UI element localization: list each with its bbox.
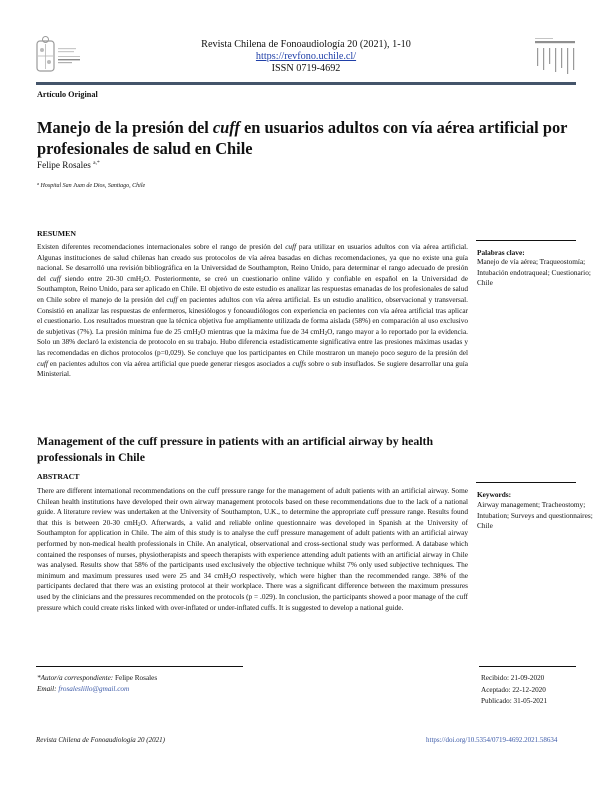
subscript: 2 (324, 331, 328, 337)
article-title (37, 117, 582, 159)
text-run: O respectively, which were higher than the recommended range. 38% of the participants declared that there was an existing protocol at their workplace. There was a significant difference between the maximum pressures used by the clinicians and the pressures recommended on the protocols (p = .029). In conclusion, the participants showed a poor manage of the cuff pressure which could create risks linked with over-inflated or under-inflated cuffs. It is suggested to develop a national guide. (37, 570, 468, 612)
article-type: Artículo Original (37, 90, 98, 99)
title-text: Manejo de la presión del (37, 118, 213, 137)
keywords-list: Airway management; Tracheostomy; Intubation; Surveys and questionnaires; Chile (477, 500, 593, 531)
received-date: Recibido: 21-09-2020 (481, 674, 545, 682)
author (37, 160, 100, 170)
journal-header (150, 39, 462, 75)
subscript: 2 (197, 331, 201, 337)
abstract-heading: ABSTRACT (37, 472, 80, 481)
text-run: O. Posteriormente, se creó un cuestionario online válido y confiable en español en la Universidad de Southampton, Reino Unido, para ser aplicado en Chile. El objetivo de este estudio es analizar las respuestas emanadas de los profesionales de salud en Chile sobre el manejo de la presión del (37, 273, 469, 304)
text-run: siendo entre 20-30 cmH (60, 273, 142, 283)
text-run: Existen diferentes recomendaciones internacionales sobre el rango de presión del (37, 242, 286, 251)
issn: ISSN 0719-4692 (271, 63, 341, 74)
journal-title-line: Revista Chilena de Fonoaudiología 20 (2021), 1-10 (201, 39, 411, 50)
english-title: Management of the cuff pressure in patients with an artificial airway by health professionals in Chile (37, 434, 434, 464)
corresponding-author-label: *Autor/a correspondiente: (37, 674, 114, 682)
text-run: O mientras que la máxima fue de 34 cmH (200, 326, 325, 336)
keywords-en-divider (476, 482, 576, 483)
italic-term: cuff (285, 242, 297, 251)
text-run: sobre o sub insuflados. Se sugiere desarrollar una guía Ministerial. (37, 358, 468, 379)
title-text-rest: en usuarios adultos con vía aérea artificial por profesionales de salud en Chile (37, 118, 568, 158)
resumen-body (37, 242, 468, 380)
title-italic-term: cuff (212, 118, 240, 137)
university-logo (36, 36, 94, 76)
subscript: 2 (141, 278, 144, 284)
keywords-heading: Keywords: (477, 490, 512, 499)
email-label: Email: (37, 685, 57, 693)
publication-dates (481, 673, 547, 708)
text-run: O, rango mayor a lo reportado por la evidencia. Solo un 38% declaró la existencia de protocolo en su trabajo. Hubo diferencia estadísticamente significativa entre las presiones máximas usadas y las recomendadas en dichos protocolos (p=0,029). Se concluye que los participantes en Chile mostraron un manejo poco seguro de la presión del (37, 326, 469, 357)
palabras-clave-list: Manejo de vía aérea; Traqueostomía; Intubación endotraqueal; Cuestionario; Chile (477, 257, 591, 288)
italic-term: cuff (49, 273, 61, 283)
published-date: Publicado: 31-05-2021 (481, 697, 548, 705)
subscript: 2 (137, 522, 141, 528)
abstract-body (37, 486, 468, 613)
italic-term: cuffs (292, 358, 307, 368)
italic-term: cuff (37, 358, 48, 368)
text-run: O. Afterwards, a valid and reliable online questionnaire was developed in Spanish at the University of Southampton for application in Chile. The aim of this study is to analyse the cuff pressure management of adult patients with an artificial airway performed by non-medical health professionals in Chile. An analytical, observational and cross-sectional study was performed. A database which contained the responses of nurses, physiotherapists and speech therapists with experience attending adult patients with an artificial airway in Chile was analysed. Results show that 58% of the participants used exclusively the objective technique whilst 7% only used subjective techniques. The minimum and maximum pressures used were 25 and 34 cmH (37, 517, 468, 580)
email-link[interactable]: frosaleslillo@gmail.com (58, 685, 130, 693)
author-name: Felipe Rosales (37, 160, 94, 170)
journal-logo-icon (533, 36, 579, 78)
header-divider (36, 82, 576, 85)
affiliation (37, 181, 145, 189)
footnote-divider-left (36, 666, 243, 667)
affiliation-mark: a (37, 181, 39, 186)
text-run: en pacientes adultos con vía aérea artificial. Es un estudio analítico, observacional y transversal. Consistió en analizar las respuestas de enfermeros, kinesiólogos y fonoaudiólogos con experiencia en pacientes con vía aérea artificial tras aplicar el cuestionario. Los resultados muestran que la técnica objetiva fue ampliamente utilizada de forma aislada (58%) en comparación al uso exclusivo de subjetivas (7%). La presión mínima fue de 25 cmH (37, 294, 468, 336)
resumen-heading: RESUMEN (37, 229, 76, 238)
text-run: There are different international recommendations on the cuff pressure range for the management of adult patients with an artificial airway. Some Chilean health institutions have developed their own airway management protocols based on these recommendations due to the lack of a national guide. A literature review was undertaken at the University of Southampton, U.K., to determine the appropriate cuff pressure range. Results found that this is between 20-30 cmH (37, 486, 468, 527)
author-marks: a,* (93, 160, 100, 166)
palabras-clave-heading: Palabras clave: (477, 248, 525, 257)
footer-journal: Revista Chilena de Fonoaudiología 20 (2021) (36, 736, 165, 744)
journal-url-link[interactable]: https://revfono.uchile.cl/ (255, 51, 357, 62)
accepted-date: Aceptado: 22-12-2020 (481, 685, 546, 694)
coat-of-arms-icon (36, 36, 94, 76)
journal-logo (533, 36, 579, 78)
text-run: en pacientes adultos con vía aérea artificial que puede generar riesgos asociados a (47, 358, 293, 368)
text-run: para utilizar en usuarios adultos con vía aérea artificial. Algunas instituciones de salud chilenas han creado sus protocolos de vía aérea basadas en dichas recomendaciones, ya que no existe una guía nacional. Se desarrolló una revisión bibliográfica en la Universidad de Southampton, Reino Unido, para determinar el rango adecuado de presión del (37, 242, 468, 283)
keywords-es-divider (476, 240, 576, 241)
affiliation-text: Hospital San Juan de Dios, Santiago, Chile (39, 183, 146, 189)
italic-term: cuff (166, 294, 178, 304)
correspondence (37, 673, 157, 695)
corresponding-author-name: Felipe Rosales (113, 674, 158, 682)
doi-link[interactable]: https://doi.org/10.5354/0719-4692.2021.58634 (426, 736, 558, 744)
footnote-divider-right (479, 666, 576, 667)
subscript: 2 (228, 575, 231, 581)
